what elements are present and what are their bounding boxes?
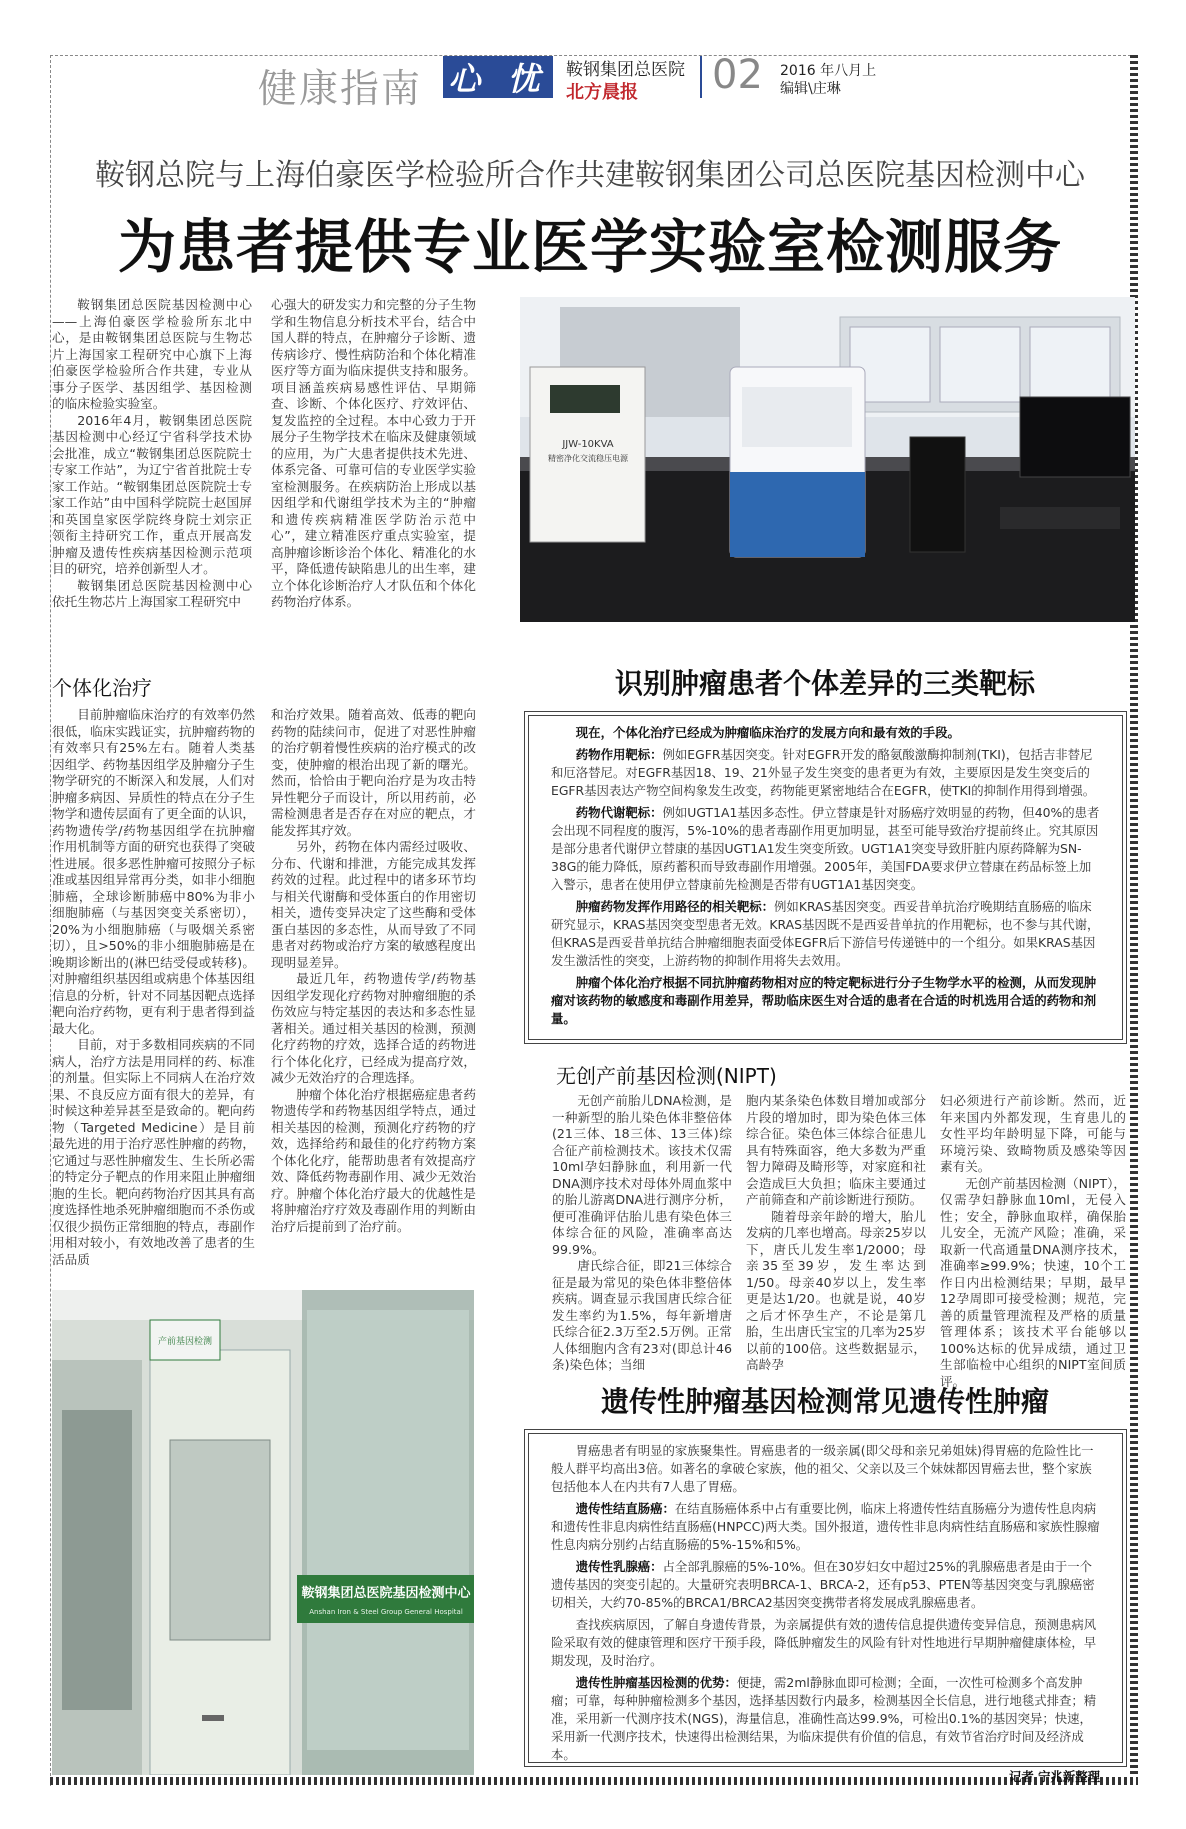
intro-column-1 <box>52 297 252 611</box>
section-heading-nipt: 无创产前基因检测(NIPT) <box>556 1064 777 1088</box>
box-item <box>551 1674 1100 1764</box>
box-item-text: 在结直肠癌体系中占有重要比例，临床上将遗传性结直肠癌分为遗传性息肉病和遗传性非息肉病性结直肠癌(HNPCC)两大类。国外报道，遗传性非息肉病性结直肠癌和家族性腺瘤性息肉病分别约占结直肠癌的5%-15%和5%。 <box>551 1501 1100 1552</box>
box-item-text: 例如UGT1A1基因多态性。伊立替康是针对肠癌疗效明显的药物，但40%的患者会出现不同程度的腹泻，5%-10%的患者毒副作用更加明显，甚至可能导致治疗提前终止。究其原因是部分患者代谢伊立替康的基因UGT1A1发生突变所致。UGT1A1突变导致肝脏内原药降解为SN-38G的能力降低，原药蓄积而导致毒副作用增强。2005年，美国FDA要求伊立替康在药品标签上加入警示，患者在使用伊立替康前先检测是否带有UGT1A1基因突变。 <box>551 805 1100 892</box>
box-middle: 查找疾病原因，了解自身遗传背景，为亲属提供有效的遗传信息提供遗传变异信息，预测患病风险采取有效的健康管理和医疗干预手段，降低肿瘤发生的风险有针对性地进行早期肿瘤健康体检，早期发现，及时治疗。 <box>551 1617 1097 1668</box>
reporter-credit: 记者 宁兆新整理 <box>1008 1769 1100 1784</box>
corridor-sign-sub: Anshan Iron & Steel Group General Hospital <box>309 1608 463 1616</box>
paragraph: 和治疗效果。随着高效、低毒的靶向药物的陆续问市，促进了对恶性肿瘤的治疗朝着慢性疾病的治疗模式的改变，使肿瘤的根治出现了新的曙光。然而，恰恰由于靶向治疗是为攻击特异性靶分子而设计，所以用药前，必需检测患者是否存在对应的靶点，才能发挥其疗效。 <box>271 707 476 838</box>
hospital-name: 鞍钢集团总医院 <box>566 60 685 80</box>
box-item-label: 遗传性乳腺癌： <box>575 1559 663 1574</box>
section-heading-personalized: 个体化治疗 <box>52 676 152 700</box>
targets-box <box>528 715 1123 1040</box>
paragraph: 妇必须进行产前诊断。然而，近年来国内外都发现，生育患儿的女性平均年龄明显下降，可能与环境污染、致畸物质及感染等因素有关。 <box>940 1093 1126 1174</box>
box-item-text: 便捷，需2ml静脉血即可检测；全面，一次性可检测多个高发肿瘤；可靠，每种肿瘤检测多个基因，选择基因数行内最多，检测基因全长信息，进行地毯式排查；精准，采用新一代测序技术(NGS)，海量信息，准确性高达99.9%，可检出0.1%的基因突异；快速，采用新一代测序技术，快速得出检测结果，为临床提供有价值的信息，有效节省治疗时间及经济成本。 <box>551 1675 1097 1762</box>
nipt-column-2 <box>746 1093 926 1374</box>
box-item-label: 遗传性肿瘤基因检测的优势： <box>575 1675 737 1690</box>
editor: 编辑\庄琳 <box>780 81 841 97</box>
main-headline: 为患者提供专业医学实验室检测服务 <box>117 213 1062 281</box>
targets-box-title: 识别肿瘤患者个体差异的三类靶标 <box>614 667 1035 700</box>
intro-column-2 <box>271 297 476 611</box>
page-number: 02 <box>712 52 763 98</box>
corridor-photo-illustration <box>52 1290 474 1775</box>
lab-photo-illustration <box>520 297 1135 622</box>
personalized-column-2 <box>271 707 476 1235</box>
logo <box>443 56 553 98</box>
paragraph: 随着母亲年龄的增大，胎儿发病的几率也增高。母亲25岁以下，唐氏儿发生率1/2000；母亲35至39岁，发生率达到1/50。母亲40岁以上，发生率更是达1/20。也就是说，40岁之后才怀孕生产，不论是第几胎，生出唐氏宝宝的几率为25岁以前的100倍。这些数据显示，高龄孕 <box>746 1208 926 1372</box>
paragraph: 2016年4月，鞍钢集团总医院基因检测中心经辽宁省科学技术协会批准，成立“鞍钢集团总医院院士专家工作站”，为辽宁省首批院士专家工作站。“鞍钢集团总医院院士专家工作站”由中国科学院院士赵国屏和英国皇家医学院终身院士刘宗正领衔主持研究工作，重点开展高发肿瘤及遗传性疾病基因检测示范项目的研究，培养创新型人才。 <box>52 412 252 576</box>
paragraph: 胞内某条染色体数目增加或部分片段的增加时，即为染色体三体综合征。染色体三体综合征患儿具有特殊面容，绝大多数为严重智力障碍及畸形等，对家庭和社会造成巨大负担；临床主要通过产前筛查和产前诊断进行预防。 <box>746 1093 926 1207</box>
box-item-text: 例如KRAS基因突变。西妥昔单抗治疗晚期结直肠癌的临床研究显示，KRAS基因突变型患者无效。KRAS基因既不是西妥昔单抗的作用靶标，也不参与其代谢，但KRAS是西妥昔单抗结合肿瘤细胞表面受体EGFR后下游信号传递链中的一个组分。如果KRAS基因发生激活性的突变，上游药物的抑制作用将失去效用。 <box>551 899 1100 968</box>
personalized-column-1 <box>52 707 255 1268</box>
box-item <box>551 898 1100 970</box>
box-item-label: 肿瘤药物发挥作用路径的相关靶标： <box>575 899 775 914</box>
section-title: 健康指南 <box>258 67 423 112</box>
corridor-photo <box>52 1290 474 1775</box>
box-lead: 现在，个体化治疗已经成为肿瘤临床治疗的发展方向和最有效的手段。 <box>575 725 960 740</box>
newspaper-name: 北方晨报 <box>566 82 638 103</box>
box-item <box>551 1558 1100 1612</box>
paragraph: 目前，对于多数相同疾病的不同病人，治疗方法是用同样的药、标准的剂量。但实际上不同病人在治疗效果、不良反应方面有很大的差异，有时候这种差异甚至是致命的。靶向药物（Targeted Medicine）是目前最先进的用于治疗恶性肿瘤的药物，它通过与恶性肿瘤发生、生长所必需的特定分子靶点的作用来阻止肿瘤细胞的生长。靶向药物治疗因其具有高度选择性地杀死肿瘤细胞而不杀伤或仅很少损伤正常细胞的特点，毒副作用相对较小，有效地改善了患者的生活品质 <box>52 1037 255 1267</box>
box-item-label: 药物代谢靶标： <box>575 805 663 820</box>
issue-date: 2016 年八月上 <box>780 63 877 79</box>
box-closing: 肿瘤个体化治疗根据不同抗肿瘤药物相对应的特定靶标进行分子生物学水平的检测，从而发现肿瘤对该药物的敏感度和毒副作用差异，帮助临床医生对合适的患者在合适的时机选用合适的药物和剂量。 <box>551 975 1097 1026</box>
paragraph: 心强大的研发实力和完整的分子生物学和生物信息分析技术平台，结合中国人群的特点，在肿瘤分子诊断、遗传病诊疗、慢性病防治和个体化精准医疗等方面为临床提供支持和服务。项目涵盖疾病易感性评估、早期筛查、诊断、个体化医疗、疗效评估、复发监控的全过程。本中心致力于开展分子生物学技术在临床及健康领域的应用，为广大患者提供技术先进、体系完备、可靠可信的专业医学实验室检测服务。在疾病防治上形成以基因组学和代谢组学技术为主的“肿瘤和遗传疾病精准医学防治示范中心”，建立精准医疗重点实验室，提高肿瘤诊断诊治个体化、精准化的水平，降低遗传缺陷患儿的出生率，建立个体化诊断治疗人才队伍和个体化药物治疗体系。 <box>271 297 476 609</box>
paragraph: 目前肿瘤临床治疗的有效率仍然很低，临床实践证实，抗肿瘤药物的有效率只有25%左右。随着人类基因组学、药物基因组学及肿瘤分子生物学研究的不断深入和发展，人们对肿瘤多病因、异质性的特点在分子生物学和遗传层面有了更全面的认识，药物遗传学/药物基因组学在抗肿瘤作用机制等方面的研究也获得了突破性进展。很多恶性肿瘤可按照分子标准或基因组异常再分类，如非小细胞肺癌，全球诊断肺癌中80%为非小细胞肺癌（与基因突变关系密切），20%为小细胞肺癌（与吸烟关系密切），且>50%的非小细胞肺癌是在晚期诊断出的(淋巴结受侵或转移)。对肿瘤组织基因组或病患个体基因组信息的分析，针对不同基因靶点选择靶向治疗药物，更有利于患者得到益最大化。 <box>52 707 255 1036</box>
masthead-divider <box>700 56 702 98</box>
paragraph: 无创产前胎儿DNA检测，是一种新型的胎儿染色体非整倍体(21三体、18三体、13三体)综合征产前检测技术。该技术仅需10ml孕妇静脉血，利用新一代DNA测序技术对母体外周血浆中的胎儿游离DNA进行测序分析，便可准确评估胎儿患有染色体三体综合征的风险，准确率高达99.9%。 <box>552 1093 732 1257</box>
hereditary-box <box>528 1433 1123 1784</box>
box-item-text: 例如EGFR基因突变。针对EGFR开发的酪氨酸激酶抑制剂(TKI)，包括吉非替尼和厄洛替尼。对EGFR基因18、19、21外显子发生突变的患者更为有效，主要原因是发生突变后的EGFR基因表达产物空间构象发生改变，药物能更紧密地结合在EGFR，使TKI的抑制作用得到增强。 <box>551 747 1096 798</box>
logo-text: 心 忧 <box>448 60 548 98</box>
box-item <box>551 1500 1100 1554</box>
ups-caption: 精密净化交流稳压电源 <box>548 454 628 463</box>
hereditary-box-title: 遗传性肿瘤基因检测常见遗传性肿瘤 <box>600 1385 1049 1418</box>
box-item <box>551 804 1100 894</box>
lab-photo <box>520 297 1135 622</box>
paragraph: 另外，药物在体内需经过吸收、分布、代谢和排泄，方能完成其发挥药效的过程。此过程中的诸多环节均与相关代谢酶和受体蛋白的作用密切相关，遗传变异决定了这些酶和受体蛋白基因的多态性，从而导致了不同患者对药物或治疗方案的敏感程度出现明显差异。 <box>271 839 476 970</box>
paragraph: 鞍钢集团总医院基因检测中心——上海伯豪医学检验所东北中心，是由鞍钢集团总医院与生物芯片上海国家工程研究中心旗下上海伯豪医学检验所合作共建，专业从事分子医学、基因组学、基因检测的临床检验实验室。 <box>52 297 252 411</box>
box-item-label: 药物作用靶标： <box>575 747 663 762</box>
box-item-label: 遗传性结直肠癌： <box>575 1501 675 1516</box>
box-item-text: 占全部乳腺癌的5%-10%。但在30岁妇女中超过25%的乳腺癌患者是由于一个遗传基因的突变引起的。大量研究表明BRCA-1、BRCA-2，还有p53、PTEN等基因突变与乳腺癌密切相关，大约70-85%的BRCA1/BRCA2基因突变携带者将发展成乳腺癌患者。 <box>551 1559 1095 1610</box>
nipt-column-3 <box>940 1093 1126 1390</box>
nipt-column-1 <box>552 1093 732 1374</box>
kicker-headline: 鞍钢总院与上海伯豪医学检验所合作共建鞍钢集团公司总医院基因检测中心 <box>95 158 1085 193</box>
ups-label: JJW-10KVA <box>562 439 614 450</box>
paragraph: 无创产前基因检测（NIPT），仅需孕妇静脉血10ml，无侵入性；安全，静脉血取样，确保胎儿安全，无流产风险；准确，采取新一代高通量DNA测序技术，准确率≥99.9%；快速，10个工作日内出检测结果；早期，最早12孕周即可接受检测；规范，完善的质量管理流程及严格的质量管理体系；该技术平台能够以100%达标的优异成绩，通过卫生部临检中心组织的NIPT室间质评。 <box>940 1175 1126 1389</box>
paragraph: 最近几年，药物遗传学/药物基因组学发现化疗药物对肿瘤细胞的杀伤效应与特定基因的表达和多态性显著相关。通过相关基因的检测，预测化疗药物的疗效，选择合适的药物进行个体化化疗，已经成为提高疗效，减少无效治疗的合理选择。 <box>271 971 476 1085</box>
corridor-sign: 鞍钢集团总医院基因检测中心 <box>301 1586 471 1601</box>
paragraph: 鞍钢集团总医院基因检测中心依托生物芯片上海国家工程研究中 <box>52 577 252 609</box>
paragraph: 唐氏综合征，即21三体综合征是最为常见的染色体非整倍体疾病。调查显示我国唐氏综合征发生率约为1.5%，每年新增唐氏综合征2.3万至2.5万例。正常人体细胞内含有23对(即总计46条)染色体；当细 <box>552 1258 732 1372</box>
box-lead: 胃癌患者有明显的家族聚集性。胃癌患者的一级亲属(即父母和亲兄弟姐妹)得胃癌的危险性比一般人群平均高出3倍。如著名的拿破仑家族，他的祖父、父亲以及三个妹妹都因胃癌去世，整个家族包括他本人在内共有7人患了胃癌。 <box>551 1443 1094 1494</box>
door-label: 产前基因检测 <box>157 1337 213 1347</box>
paragraph: 肿瘤个体化治疗根据癌症患者药物遗传学和药物基因组学特点，通过相关基因的检测，预测化疗药物的疗效，选择给药和最佳的化疗药物方案个体化化疗，能帮助患者有效提高疗效、降低药物毒副作用、减少无效治疗。肿瘤个体化治疗最大的优越性是将肿瘤治疗疗效及毒副作用的判断由治疗后提前到了治疗前。 <box>271 1086 476 1234</box>
box-item <box>551 746 1100 800</box>
